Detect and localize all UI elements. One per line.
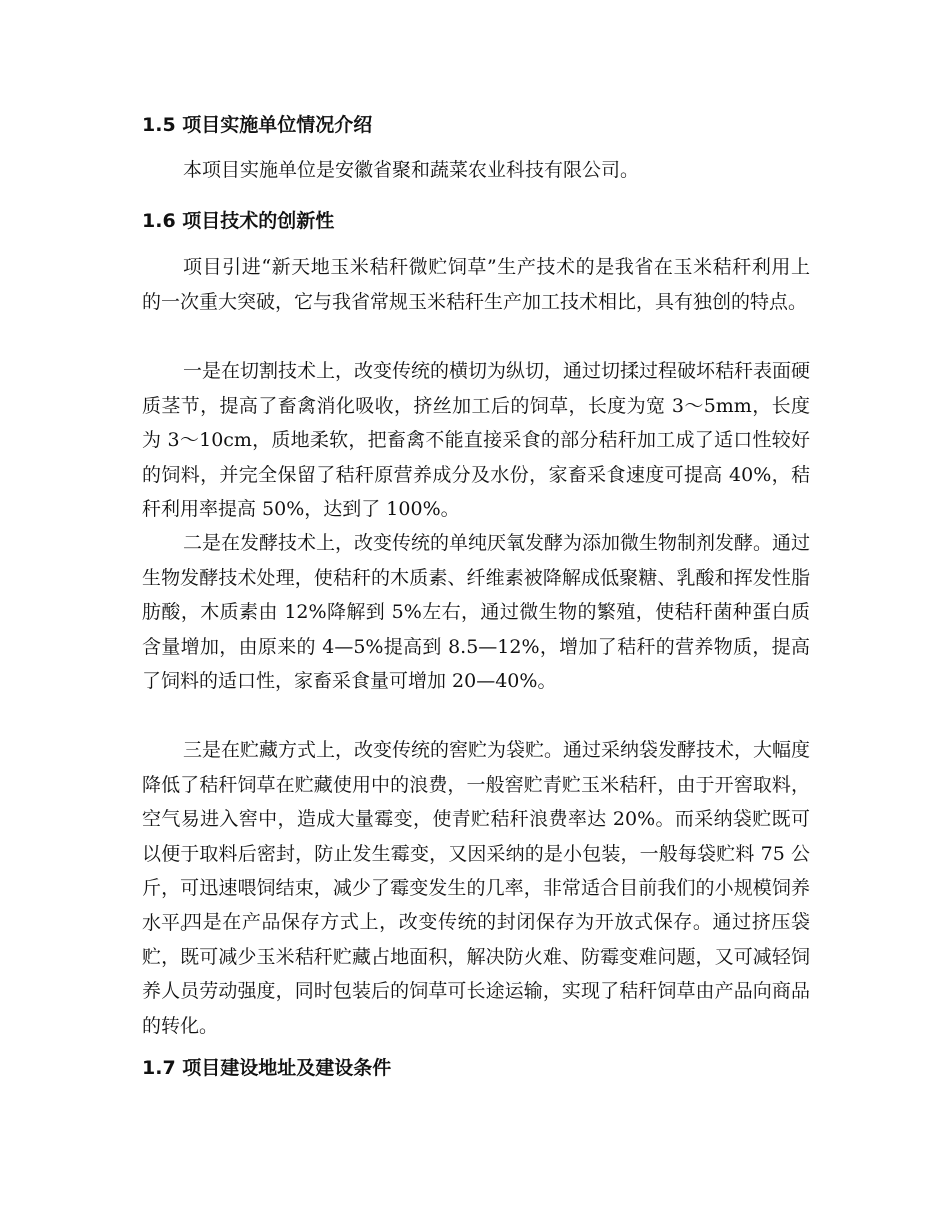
paragraph-cutting-technique: 一是在切割技术上，改变传统的横切为纵切，通过切揉过程破坏秸秆表面硬质茎节，提高了畜禽消化吸收，挤丝加工后的饲草，长度为宽 3～5mm，长度为 3～10cm，质地柔软，把畜禽不能直接采食的部分秸秆加工成了适口性较好的饲料，并完全保留了秸秆原营养成分及水份，家畜采食速度可提高 40%，秸秆利用率提高 50%，达到了 100%。 (142, 360, 811, 520)
paragraph-storage-method: 三是在贮藏方式上，改变传统的窖贮为袋贮。通过采纳袋发酵技术，大幅度降低了秸秆饲草在贮藏使用中的浪费，一般窖贮青贮玉米秸秆，由于开窖取料，空气易进入窖中，造成大量霉变，使青贮秸秆浪费率达 20%。而采纳袋贮既可以便于取料后密封，防止发生霉变，又因采纳的是小包装，一般每袋贮料 75 公斤，可迅速喂饲结束，减少了霉变发生的几率，非常适合目前我们的小规模饲养水平。 (142, 739, 811, 934)
section-heading-1-6: 1.6 项目技术的创新性 (142, 210, 335, 232)
section-heading-1-7: 1.7 项目建设地址及建设条件 (142, 1057, 392, 1079)
paragraph-implementing-unit: 本项目实施单位是安徽省聚和蔬菜农业科技有限公司。 (183, 159, 640, 181)
paragraph-innovation-intro: 项目引进“新天地玉米秸秆微贮饲草”生产技术的是我省在玉米秸秆利用上的一次重大突破，它与我省常规玉米秸秆生产加工技术相比，具有独创的特点。 (142, 256, 810, 313)
paragraph-fermentation-technique: 二是在发酵技术上，改变传统的单纯厌氧发酵为添加微生物制剂发酵。通过生物发酵技术处理，使秸秆的木质素、纤维素被降解成低聚糖、乳酸和挥发性脂肪酸，木质素由 12%降解到 5%左右，通过微生物的繁殖，使秸秆菌种蛋白质含量增加，由原来的 4—5%提高到 8.5—12%，增加了秸秆的营养物质，提高了饲料的适口性，家畜采食量可增加 20—40%。 (142, 532, 811, 692)
section-heading-1-5: 1.5 项目实施单位情况介绍 (142, 114, 373, 136)
paragraph-preservation-method: 四是在产品保存方式上，改变传统的封闭保存为开放式保存。通过挤压袋贮，既可减少玉米秸秆贮藏占地面积，解决防火难、防霉变难问题，又可减轻饲养人员劳动强度，同时包装后的饲草可长途运输，实现了秸秆饲草由产品向商品的转化。 (142, 911, 810, 1037)
